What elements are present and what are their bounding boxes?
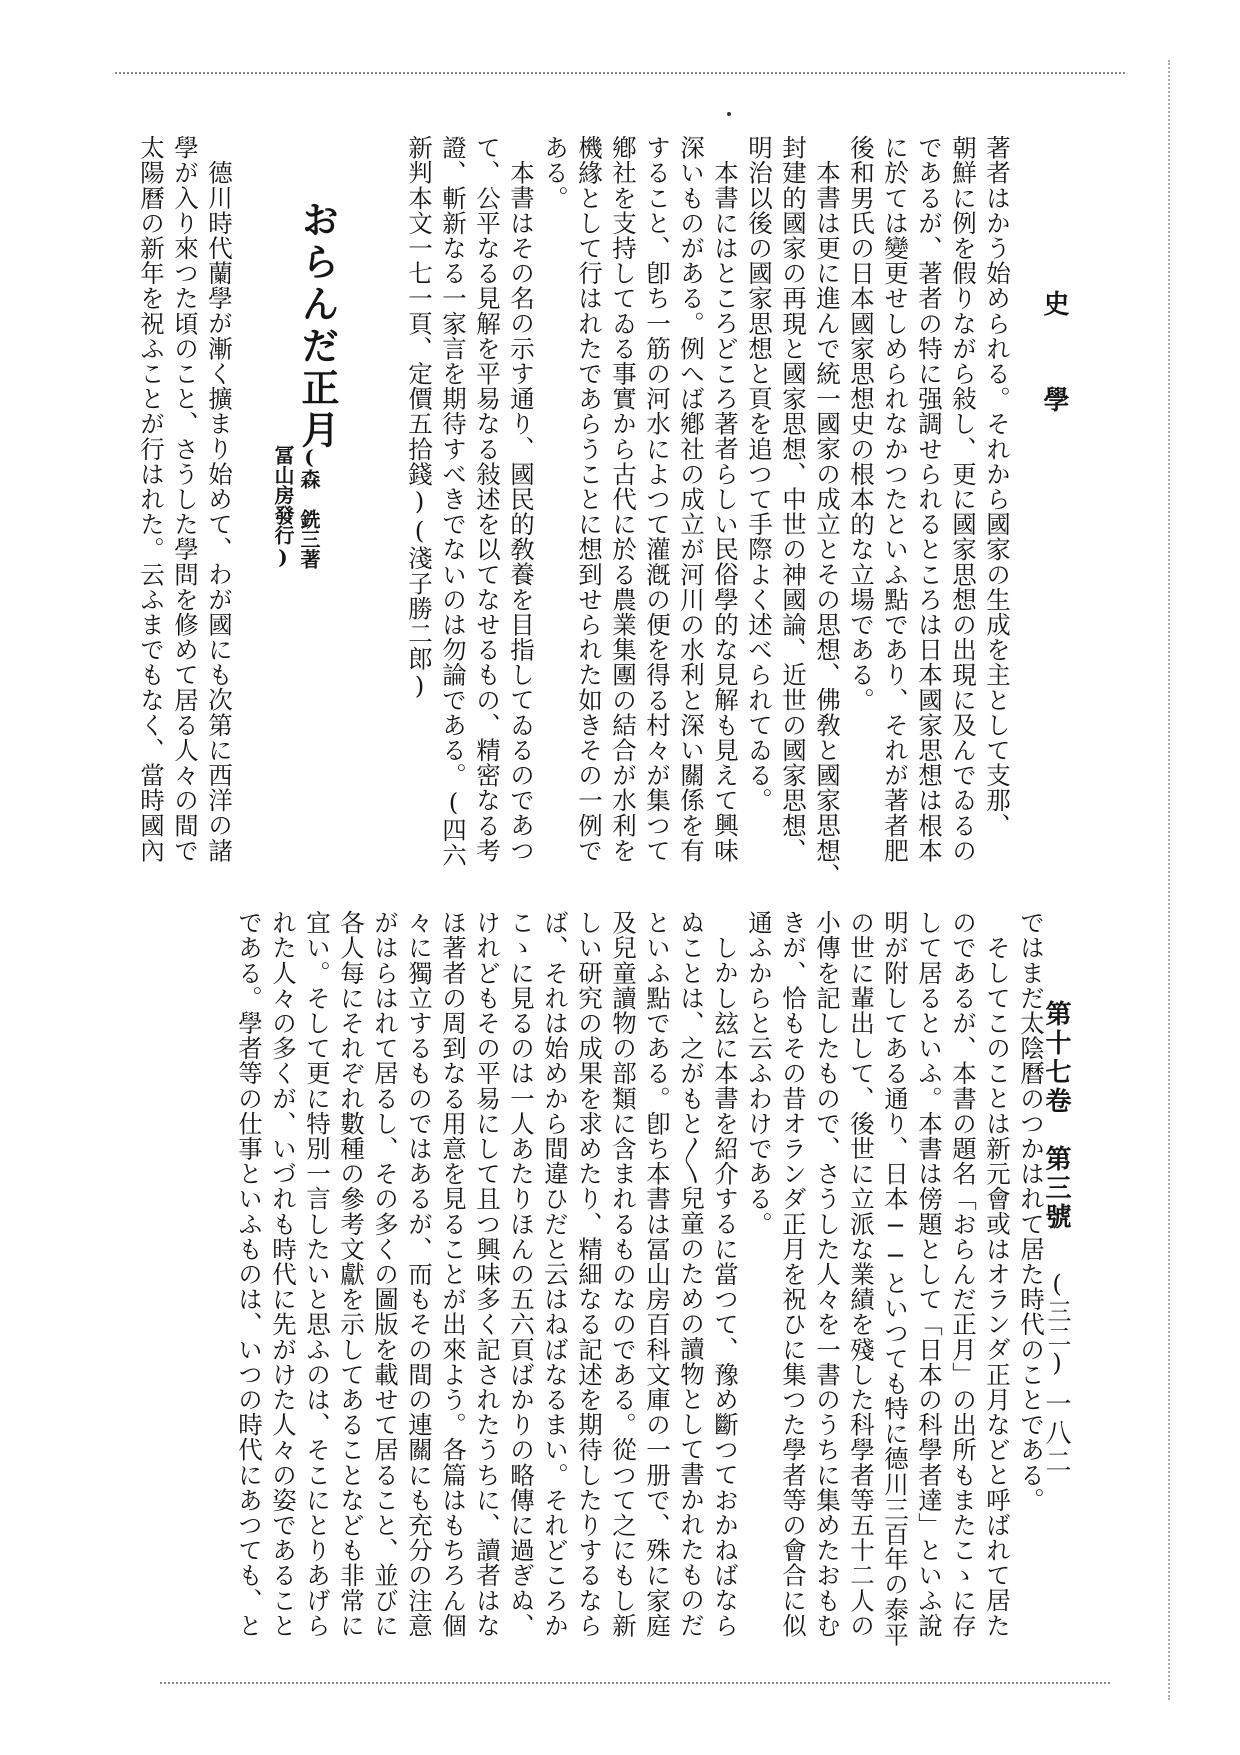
lower-col-21: 各人每にそれぞれ數種の參考文獻を示してあることなども非常に: [337, 910, 366, 1638]
article-col-2: 學が入り來つた頃のこと、さうした學問を修めて居る人々の間で: [171, 135, 200, 863]
lower-col-14: しい研究の成果を求めたり、精細なる記述を期待したりするなら: [575, 910, 604, 1638]
lower-col-22: 宜い。そして更に特別一言したいと思ふのは、そこにとりあげら: [303, 910, 332, 1638]
upper-col-5: 後和男氏の日本國家思想史の根本的な立場である。: [847, 135, 876, 713]
upper-col-15: 本書はその名の示す通り、國民的敎養を目指してゐるのであつ: [507, 160, 536, 863]
lower-col-24: である。學者等の仕事といふものは、いつの時代にあつても、と: [235, 910, 264, 1638]
lower-col-16: こゝに見るのは一人あたりほんの五六頁ばかりの略傳に過ぎぬ、: [507, 910, 536, 1638]
lower-col-18: ほ著者の周到なる用意を見ることが出來よう。各篇はもちろん個: [439, 910, 468, 1638]
lower-col-3: のであるが、本書の題名「おらんだ正月」の出所もまたこゝに存: [949, 910, 978, 1638]
lower-col-11: ぬことは、之がもと〳〵兒童のための讀物として書かれたものだ: [677, 910, 706, 1638]
page-number: 一八二: [1041, 1390, 1071, 1477]
lower-col-4: して居るといふ。本書は傍題として「日本の科學者達」といふ說: [915, 910, 944, 1638]
article-byline: (森 銑三著 冨山房發行): [271, 445, 321, 569]
lower-col-15: ば、それは始めから間違ひだと云はねばなるまい。それどころか: [541, 910, 570, 1638]
lower-col-23: れた人々の多くが、いづれも時代に先がけた人々の姿であること: [269, 910, 298, 1638]
upper-col-8: 明治以後の國家思想と頁を追つて手際よく述べられてゐる。: [745, 135, 774, 813]
article-number: (三二): [1043, 1270, 1071, 1378]
lower-col-8: きが、恰もその昔オランダ正月を祝ひに集つた學者等の會合に似: [779, 910, 808, 1638]
article-col-3: 太陽曆の新年を祝ふことが行はれた。云ふまでもなく、當時國內: [137, 135, 166, 863]
volume-issue: 第十七卷 第三號: [1041, 1000, 1071, 1232]
lower-col-6: の世に輩出して、後世に立派な業績を殘した科學者等五十二人の: [847, 910, 876, 1638]
lower-col-13: 及兒童讀物の部類に含まれるものなのである。從つて之にもし新: [609, 910, 638, 1638]
ink-speck: [727, 112, 731, 116]
lower-col-10: しかし玆に本書を紹介するに當つて、豫め斷つておかねばなら: [711, 935, 740, 1638]
upper-col-14: ある。: [541, 135, 570, 211]
upper-col-10: 深いものがある。例へば鄕社の成立が河川の水利と深い關係を有: [677, 135, 706, 863]
upper-col-17: 證、斬新なる一家言を期待すべきでないのは勿論である。(四六: [439, 135, 468, 868]
upper-col-2: 朝鮮に例を假りながら敍し、更に國家思想の出現に及んでゐるの: [949, 135, 978, 863]
article-col-1: 德川時代蘭學が漸く擴まり始めて、わが國にも次第に西洋の諸: [205, 160, 234, 863]
upper-col-7: 封建的國家の再現と國家思想、中世の神國論、近世の國家思想、: [779, 135, 808, 863]
bottom-rule: [160, 1682, 1110, 1684]
upper-col-4: に於ては變更せしめられなかつたといふ點であり、それが著者肥: [881, 135, 910, 863]
lower-col-7: 小傳を記したもので、さうした人々を一書のうちに集めたおもむ: [813, 910, 842, 1638]
lower-col-1: ではまだ太陰曆のつかはれて居た時代のことである。: [1017, 910, 1046, 1513]
lower-col-20: がはらはれて居るし、その多くの圖版を載せて居ること、並びに: [371, 910, 400, 1638]
journal-title: 史 學: [1039, 290, 1069, 418]
upper-col-6: 本書は更に進んで統一國家の成立とその思想、佛敎と國家思想、: [813, 160, 842, 888]
article-title: おらんだ正月: [295, 200, 340, 452]
lower-col-2: そしてこのことは新元會或はオランダ正月などと呼ばれて居た: [983, 935, 1012, 1638]
upper-col-13: 機緣として行はれたであらうことに想到せられた如きその一例で: [575, 135, 604, 863]
lower-col-12: といふ點である。卽ち本書は冨山房百科文庫の一册で、殊に家庭: [643, 910, 672, 1638]
upper-col-16: て、公平なる見解を平易なる敍述を以てなせるもの、精密なる考: [473, 135, 502, 863]
upper-col-18: 新判本文一七一頁、定價五拾錢)(淺子勝二郎): [405, 135, 434, 701]
lower-col-17: けれどもその平易にして且つ興味多く記されたうちに、讀者はな: [473, 910, 502, 1638]
right-margin-line: [1168, 60, 1170, 1700]
top-rule: [115, 72, 1125, 74]
upper-col-11: すること、卽ち一筋の河水によつて灌漑の便を得る村々が集つて: [643, 135, 672, 863]
lower-col-5: 明が附してある通り、日本──といつても特に德川三百年の泰平: [881, 910, 910, 1647]
upper-col-1: 著者はかう始められる。それから國家の生成を主として支那、: [983, 135, 1012, 838]
lower-col-19: 々に獨立するものではあるが、而もその間の連關にも充分の注意: [405, 910, 434, 1638]
upper-col-9: 本書にはところどころ著者らしい民俗學的な見解も見えて興味: [711, 160, 740, 863]
upper-col-12: 鄕社を支持してゐる事實から古代に於る農業集團の結合が水利を: [609, 135, 638, 863]
lower-col-9: 通ふからと云ふわけである。: [745, 910, 774, 1237]
upper-col-3: であるが、著者の特に强調せられるところは日本國家思想は根本: [915, 135, 944, 863]
